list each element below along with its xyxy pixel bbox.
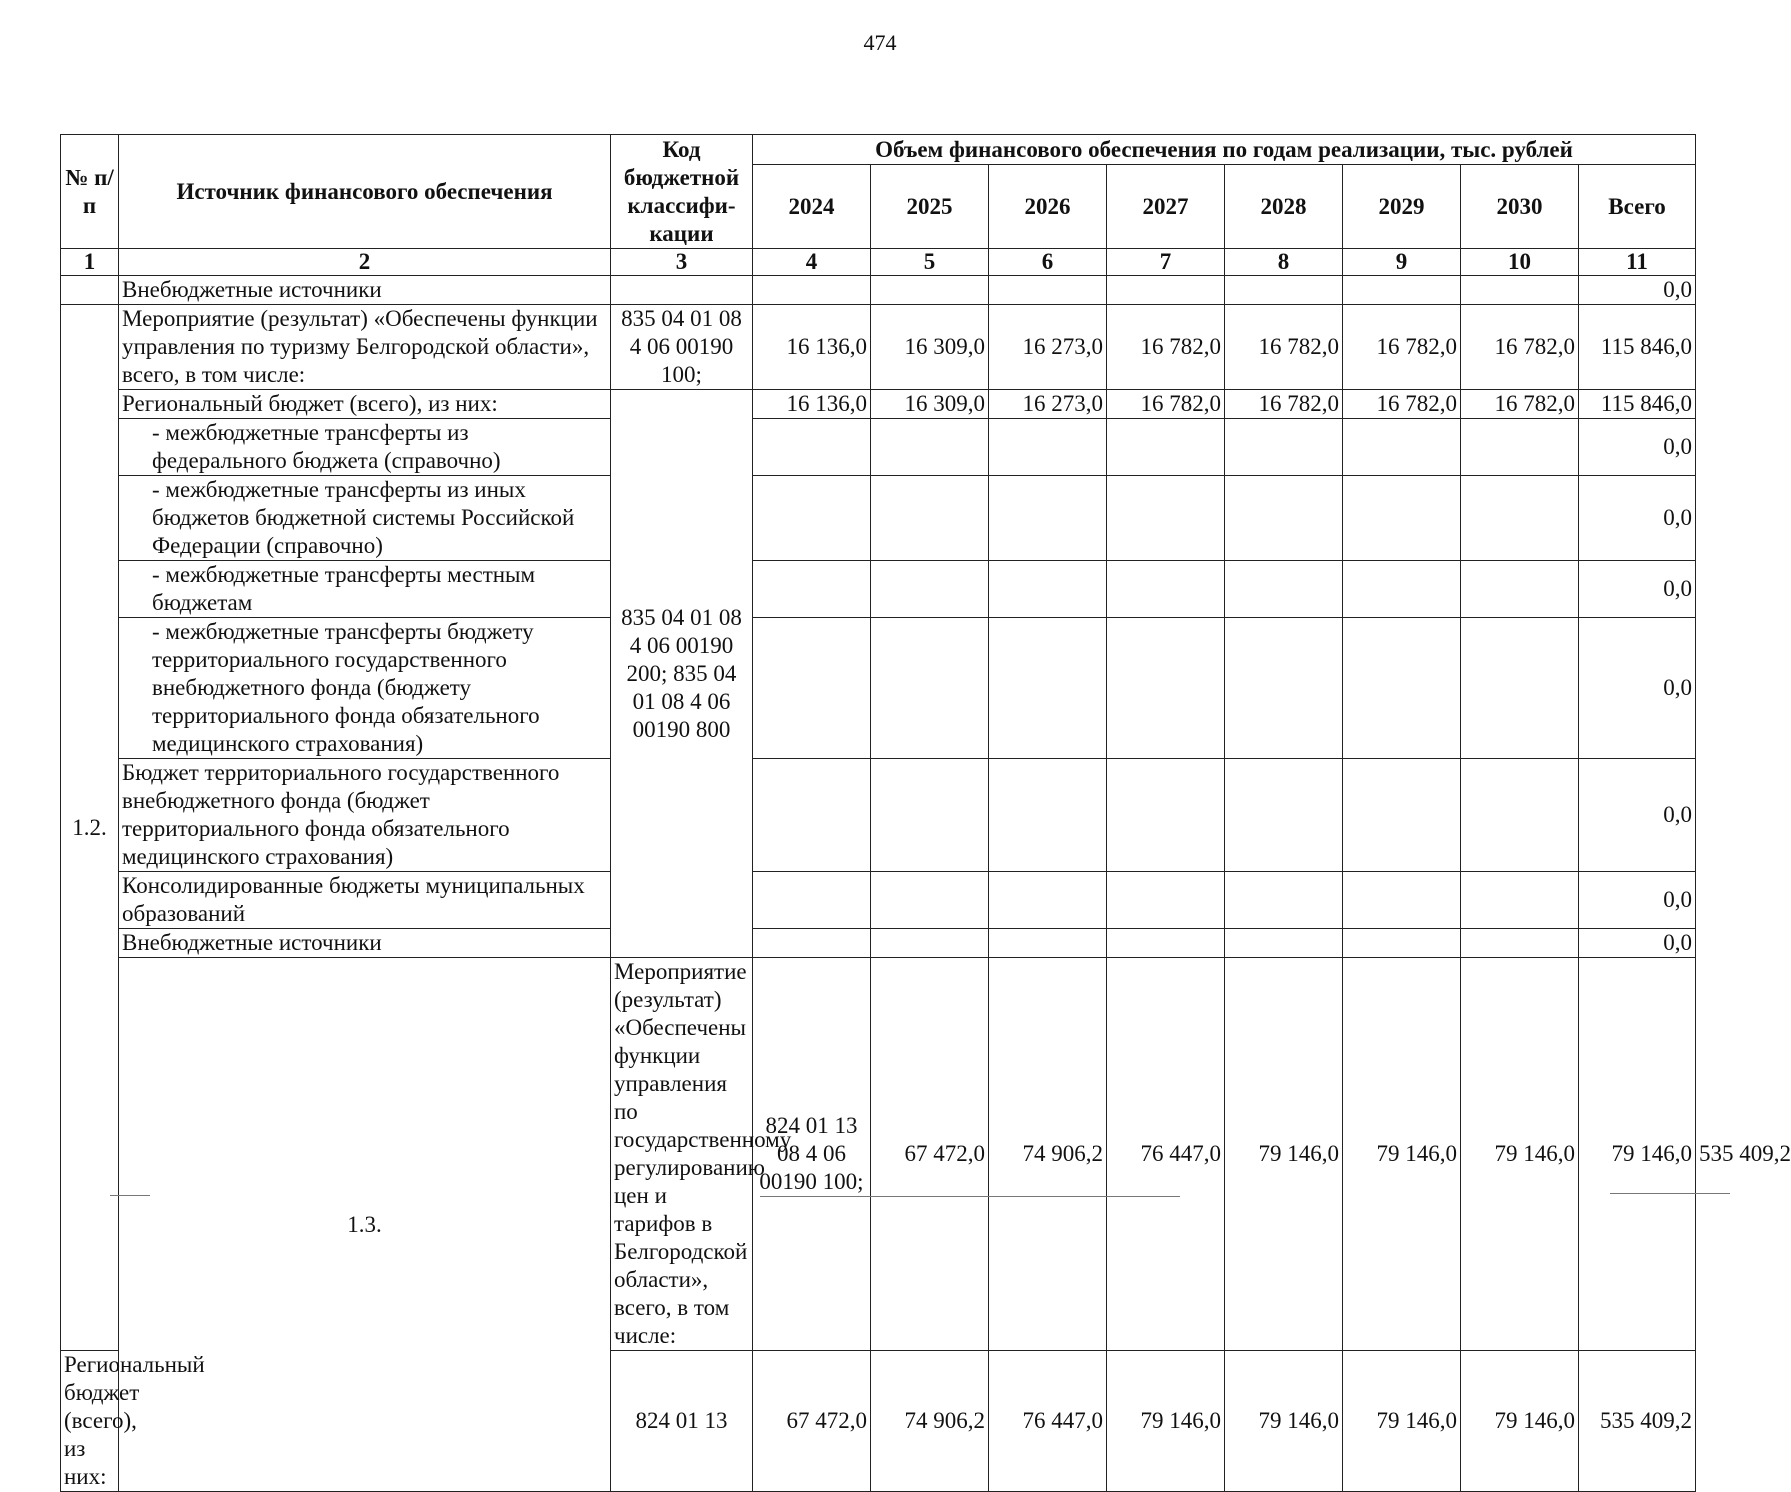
total-cell: 0,0 (1579, 276, 1696, 305)
table-row (61, 929, 1696, 958)
budget-code-cell: 824 01 13 08 4 06 00190 100; (753, 958, 871, 1351)
header-year: 2028 (1225, 165, 1343, 249)
header-volume: Объем финансового обеспечения по годам реализации, тыс. рублей (753, 135, 1696, 165)
header-year: 2027 (1107, 165, 1225, 249)
value-cell: 16 782,0 (1107, 390, 1225, 419)
header-year: 2030 (1461, 165, 1579, 249)
value-cell: 79 146,0 (1461, 1351, 1579, 1492)
header-year: 2024 (753, 165, 871, 249)
value-cell: 74 906,2 (871, 1351, 989, 1492)
source-cell: Внебюджетные источники (119, 276, 611, 305)
total-cell: 0,0 (1579, 759, 1696, 872)
source-cell: Бюджет территориального государственного внебюджетного фонда (бюджет территориального фонда обязательного медицинского страхования) (119, 759, 611, 872)
value-cell: 76 447,0 (989, 1351, 1107, 1492)
source-cell: Региональный бюджет (всего), из них: (119, 390, 611, 419)
index-cell: 11 (1579, 249, 1696, 276)
table-row (61, 561, 1696, 618)
scan-artifact-line (760, 1196, 1180, 1197)
table-row (61, 618, 1696, 759)
header-num: № п/п (61, 135, 119, 249)
index-cell: 4 (753, 249, 871, 276)
table-row (61, 419, 1696, 476)
total-cell: 0,0 (1579, 419, 1696, 476)
source-cell: Мероприятие (результат) «Обеспечены функции управления по туризму Белгородской области», всего, в том числе: (119, 305, 611, 390)
value-cell: 16 782,0 (1225, 390, 1343, 419)
value-cell: 16 782,0 (1225, 305, 1343, 390)
index-cell: 1 (61, 249, 119, 276)
scan-artifact-line (110, 1195, 150, 1196)
value-cell: 74 906,2 (989, 958, 1107, 1351)
value-cell: 79 146,0 (1343, 958, 1461, 1351)
value-cell: 79 146,0 (1225, 1351, 1343, 1492)
header-code: Код бюджетной классифи-кации (611, 135, 753, 249)
source-cell: Мероприятие (результат) «Обеспечены функции управления по государственному регулированию цен и тарифов в Белгородской области», всего, в том числе: (611, 958, 753, 1351)
source-cell: - межбюджетные трансферты бюджету территориального государственного внебюджетного фонда (бюджету территориального фонда обязательного медицинского страхования) (119, 618, 611, 759)
source-cell: Внебюджетные источники (119, 929, 611, 958)
source-cell: - межбюджетные трансферты из иных бюджетов бюджетной системы Российской Федерации (справочно) (119, 476, 611, 561)
total-cell: 115 846,0 (1579, 390, 1696, 419)
table-row (61, 476, 1696, 561)
header-year: 2029 (1343, 165, 1461, 249)
index-row (61, 249, 1696, 276)
value-cell: 67 472,0 (753, 1351, 871, 1492)
index-cell: 2 (119, 249, 611, 276)
table-row (61, 390, 1696, 419)
index-cell: 9 (1343, 249, 1461, 276)
budget-code-cell: 835 04 01 08 4 06 00190 100; (611, 305, 753, 390)
value-cell: 79 146,0 (1461, 958, 1579, 1351)
value-cell: 79 146,0 (1579, 958, 1696, 1351)
index-cell: 8 (1225, 249, 1343, 276)
value-cell: 16 273,0 (989, 305, 1107, 390)
total-cell: 0,0 (1579, 618, 1696, 759)
index-cell: 3 (611, 249, 753, 276)
source-cell: - межбюджетные трансферты местным бюджетам (119, 561, 611, 618)
value-cell: 16 309,0 (871, 390, 989, 419)
header-row-1 (61, 135, 1696, 165)
index-cell: 7 (1107, 249, 1225, 276)
table-row (61, 759, 1696, 872)
total-cell: 535 409,2 (1579, 1351, 1696, 1492)
scan-artifact-line (1610, 1193, 1730, 1194)
value-cell: 67 472,0 (871, 958, 989, 1351)
table-row (61, 276, 1696, 305)
table-row: 1.3. Мероприятие (результат) «Обеспечены функции управления по государственному регулированию цен и тарифов в Белгородской области», всего, в том числе: 824 01 13 08 4 06 00190 100; 67 472,0 74 906,2 76 447,0 79 146,0 79 146,0 79 146,0 79 146,0 535 409,2 (61, 958, 1696, 1351)
source-cell: - межбюджетные трансферты из федерального бюджета (справочно) (119, 419, 611, 476)
header-source: Источник финансового обеспечения (119, 135, 611, 249)
value-cell: 16 782,0 (1107, 305, 1225, 390)
table-row (61, 305, 1696, 390)
total-cell: 0,0 (1579, 872, 1696, 929)
source-cell: Консолидированные бюджеты муниципальных образований (119, 872, 611, 929)
row-number: 1.2. (61, 305, 119, 1351)
value-cell: 16 136,0 (753, 390, 871, 419)
value-cell: 79 146,0 (1107, 1351, 1225, 1492)
value-cell: 16 782,0 (1343, 390, 1461, 419)
value-cell: 16 309,0 (871, 305, 989, 390)
value-cell: 76 447,0 (1107, 958, 1225, 1351)
value-cell: 79 146,0 (1225, 958, 1343, 1351)
budget-code-cell: 835 04 01 08 4 06 00190 200; 835 04 01 08 4 06 00190 800 (611, 390, 753, 958)
index-cell: 10 (1461, 249, 1579, 276)
value-cell: 16 782,0 (1461, 390, 1579, 419)
financing-table (60, 134, 1791, 1492)
value-cell: 16 782,0 (1461, 305, 1579, 390)
header-total: Всего (1579, 165, 1696, 249)
total-cell: 115 846,0 (1579, 305, 1696, 390)
total-cell: 0,0 (1579, 929, 1696, 958)
header-year: 2026 (989, 165, 1107, 249)
table-row (61, 872, 1696, 929)
row-number: 1.3. (119, 958, 611, 1492)
index-cell: 6 (989, 249, 1107, 276)
value-cell: 79 146,0 (1343, 1351, 1461, 1492)
budget-code-cell: 824 01 13 (611, 1351, 753, 1492)
value-cell: 16 273,0 (989, 390, 1107, 419)
value-cell: 16 136,0 (753, 305, 871, 390)
total-cell: 0,0 (1579, 561, 1696, 618)
header-year: 2025 (871, 165, 989, 249)
index-cell: 5 (871, 249, 989, 276)
total-cell: 0,0 (1579, 476, 1696, 561)
source-cell: Региональный бюджет (всего), из них: (61, 1351, 119, 1492)
page-number: 474 (863, 30, 897, 55)
value-cell: 16 782,0 (1343, 305, 1461, 390)
